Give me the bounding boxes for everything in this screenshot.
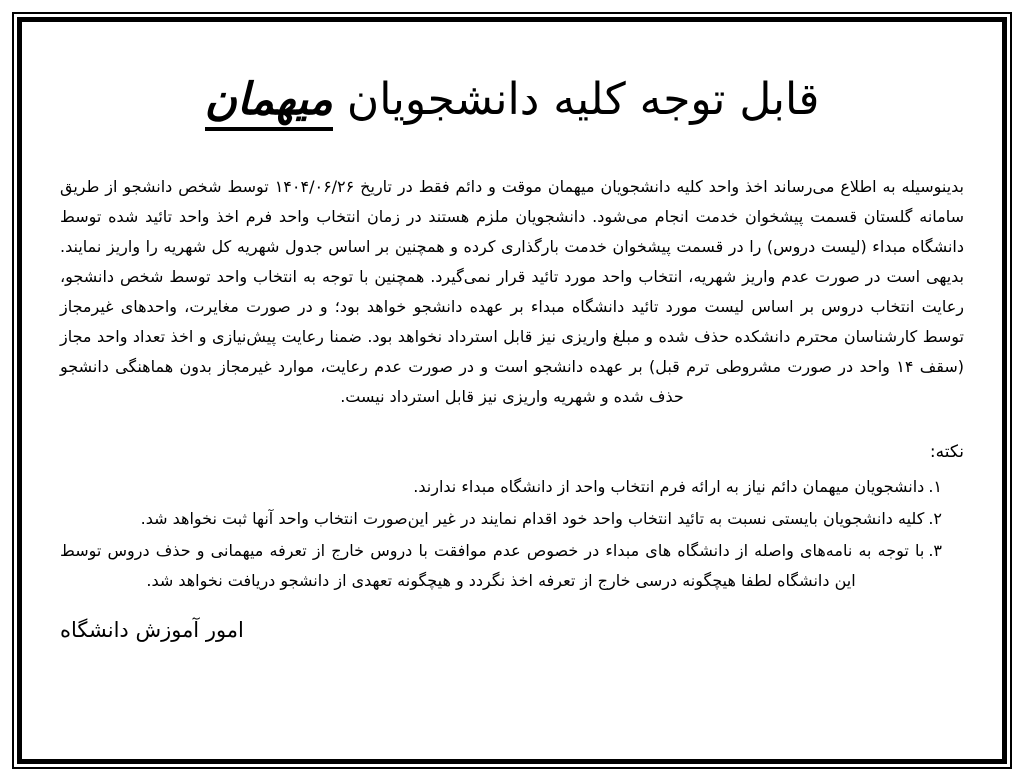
notes-list (60, 472, 964, 596)
signature: امور آموزش دانشگاه (60, 617, 244, 642)
list-item-text: با توجه به نامه‌های واصله از دانشگاه های مبداء در خصوص عدم موافقت با دروس خارج از تعرفه میهمانی و حذف دروس توسط این دانشگاه لطفا هیچگونه درسی خارج از تعرفه اخذ نگردد و هیچگونه تعهدی از دانشجو دریافت نخواهد شد. (60, 540, 925, 590)
list-item-text: دانشجویان میهمان دائم نیاز به ارائه فرم انتخاب واحد از دانشگاه مبداء ندارند. (413, 476, 925, 496)
list-item (60, 536, 942, 596)
notice-content (24, 22, 1000, 759)
title-text: قابل توجه کلیه دانشجویان (346, 74, 820, 125)
notice-body-paragraph: بدینوسیله به اطلاع می‌رساند اخذ واحد کلیه دانشجویان میهمان موقت و دائم فقط در تاریخ ۱۴۰۴/۰۶/۲۶ توسط شخص دانشجو از طریق سامانه گلستان قسمت پیشخوان خدمت انجام می‌شود. دانشجویان ملزم هستند در زمان انتخاب واحد فرم اخذ واحد تائید شده توسط دانشگاه مبداء (لیست دروس) را در قسمت پیشخوان خدمت بارگذاری کرده و همچنین بر اساس جدول شهریه کل شهریه را واریز نمایند. بدیهی است در صورت عدم واریز شهریه، انتخاب واحد مورد تائید قرار نمی‌گیرد. همچنین با توجه به انتخاب واحد توسط شخص دانشجو، رعایت انتخاب دروس بر اساس لیست مورد تائید دانشگاه مبداء بر عهده دانشجو خواهد بود؛ و در صورت مغایرت، واحدهای غیرمجاز توسط کارشناسان محترم دانشکده حذف شده و مبلغ واریزی نیز قابل استرداد نخواهد بود. ضمنا رعایت پیش‌نیازی و اخذ تعداد واحد مجاز (سقف ۱۴ واحد در صورت مشروطی ترم قبل) بر عهده دانشجو است و در صورت عدم رعایت، موارد غیرمجاز بدون هماهنگی دانشجو حذف شده و شهریه واریزی نیز قابل استرداد نیست. (60, 176, 965, 406)
list-item-number: ۱. (928, 476, 942, 496)
list-item-number: ۲. (928, 508, 942, 528)
list-item (60, 472, 942, 502)
note-section-label: نکته: (929, 441, 964, 462)
list-item-number: ۳. (928, 540, 942, 560)
page-title (60, 68, 964, 132)
list-item (60, 504, 942, 534)
title-highlight-underlined: میهمان (205, 74, 333, 131)
list-item-text: کلیه دانشجویان بایستی نسبت به تائید انتخاب واحد خود اقدام نمایند در غیر این‌صورت انتخاب واحد آنها ثبت نخواهد شد. (140, 508, 925, 528)
